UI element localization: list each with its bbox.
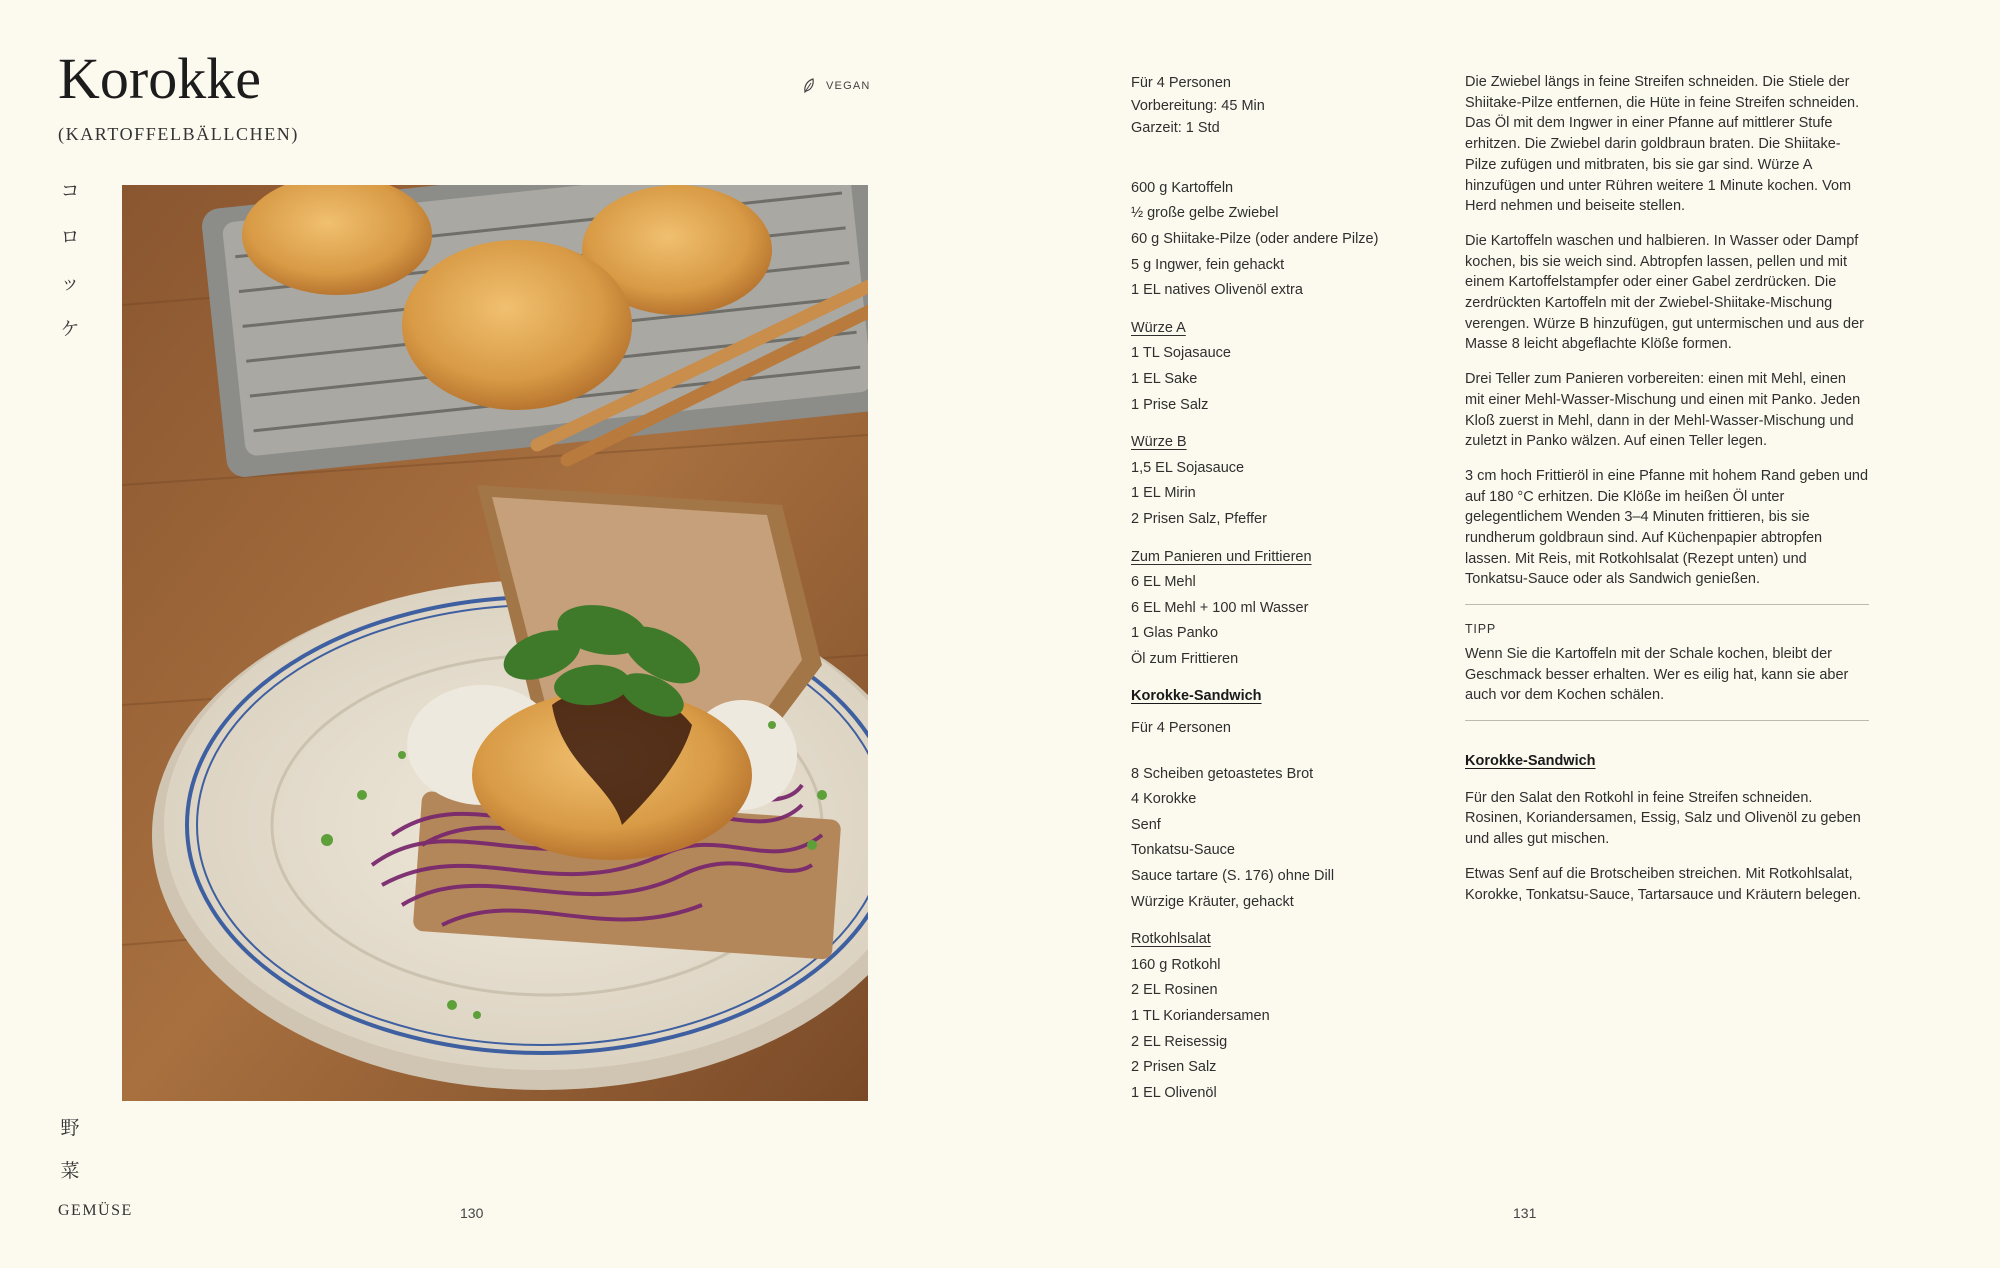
sandwich-step: Etwas Senf auf die Brotscheiben streichen. Mit Rotkohlsalat, Korokke, Tonkatsu-Sauce, Tartarsauce und Kräutern belegen. (1465, 865, 1862, 903)
kana-char: コ (60, 180, 80, 202)
sandwich-servings: Für 4 Personen (1131, 720, 1231, 737)
recipe-photo (122, 185, 868, 1101)
ingredient-item: 1 Prise Salz (1131, 396, 1209, 413)
vegan-label: VEGAN (826, 80, 871, 92)
method-step: 3 cm hoch Frittieröl in eine Pfanne mit hohem Rand geben und auf 180 °C erhitzen. Die Klöße im heißen Öl unter gelegentlichem Wenden 3–4 Minuten frittieren, bis sie rundherum goldbraun sind. Auf Küchenpapier abtropfen lassen. Mit Reis, mit Rotkohlsalat (Rezept unten) und Tonkatsu-Sauce oder als Sandwich genießen. (1465, 467, 1869, 588)
ingredient-item: 2 Prisen Salz (1131, 1059, 1217, 1076)
kanji-vertical (58, 1113, 82, 1183)
ingredient-group-heading: Würze B (1131, 434, 1187, 451)
ingredient-item: 600 g Kartoffeln (1131, 179, 1234, 196)
ingredient-item: Senf (1131, 816, 1161, 833)
ingredient-item: Öl zum Frittieren (1131, 650, 1239, 667)
ingredient-group-heading: Rotkohlsalat (1131, 931, 1211, 948)
ingredient-group-heading: Zum Panieren und Frittieren (1131, 548, 1312, 565)
method-column (1465, 72, 1869, 919)
kana-char: ッ (60, 272, 80, 294)
chapter-label: GEMÜSE (58, 1202, 133, 1219)
ingredient-item: Sauce tartare (S. 176) ohne Dill (1131, 868, 1335, 885)
ingredient-item: 6 EL Mehl (1131, 574, 1196, 591)
prep-time: Vorbereitung: 45 Min (1131, 97, 1265, 114)
ingredient-item: 2 Prisen Salz, Pfeffer (1131, 510, 1267, 527)
ingredient-item: 1,5 EL Sojasauce (1131, 459, 1245, 476)
kanji-char: 菜 (60, 1160, 80, 1182)
sandwich-step: Für den Salat den Rotkohl in feine Streifen schneiden. Rosinen, Koriandersamen, Essig, Salz und Olivenöl zu geben und alles gut mischen. (1465, 789, 1861, 848)
ingredient-item: 160 g Rotkohl (1131, 956, 1221, 973)
ingredient-item: 1 EL Olivenöl (1131, 1084, 1217, 1101)
ingredient-item: 2 EL Reisessig (1131, 1033, 1228, 1050)
method-step: Die Zwiebel längs in feine Streifen schneiden. Die Stiele der Shiitake-Pilze entfernen, die Hüte in feine Streifen schneiden. Das Öl mit dem Ingwer in einer Pfanne auf mittlerer Stufe erhitzen. Die Zwiebel darin goldbraun braten. Die Shiitake-Pilze zufügen und mitbraten, bis sie gar sind. Würze A hinzufügen und unter Rühren weitere 1 Minute kochen. Vom Herd nehmen und beiseite stellen. (1465, 74, 1860, 215)
ingredient-item: 5 g Ingwer, fein gehackt (1131, 256, 1285, 273)
sandwich-ingredients-heading: Korokke-Sandwich (1131, 688, 1262, 705)
recipe-subtitle: (KARTOFFELBÄLLCHEN) (58, 124, 299, 144)
ingredient-item: 1 TL Sojasauce (1131, 345, 1231, 362)
ingredient-item: 1 TL Koriandersamen (1131, 1008, 1270, 1024)
method-step: Drei Teller zum Panieren vorbereiten: einen mit Mehl, einen mit einer Mehl-Wasser-Mischung und einen mit Panko. Jeden Kloß zuerst in Mehl, dann in der Mehl-Wasser-Mischung und zuletzt in Panko wälzen. Auf einen Teller legen. (1465, 371, 1861, 450)
tip-text: Wenn Sie die Kartoffeln mit der Schale kochen, bleibt der Geschmack besser erhalten. Wer es eilig hat, kann sie aber auch vor dem Kochen schälen. (1465, 645, 1849, 704)
kana-char: ケ (60, 318, 80, 340)
page-number-left: 130 (460, 1205, 484, 1221)
cook-time: Garzeit: 1 Std (1131, 120, 1220, 137)
kana-char: ロ (60, 226, 80, 248)
method-step: Die Kartoffeln waschen und halbieren. In Wasser oder Dampf kochen, bis sie weich sind. Abtropfen lassen, pellen und mit einem Kartoffelstampfer oder einer Gabel zerdrücken. Die zerdrückten Kartoffeln mit der Zwiebel-Shiitake-Mischung verengen. Würze B hinzufügen, gut untermischen und aus der Masse 8 leicht abgeflachte Klöße formen. (1465, 232, 1864, 353)
ingredient-group-heading: Würze A (1131, 319, 1186, 336)
vegan-tag (802, 78, 871, 94)
kanji-char: 野 (60, 1117, 80, 1139)
leaf-icon (802, 78, 816, 94)
ingredient-item: 2 EL Rosinen (1131, 982, 1218, 999)
recipe-title: Korokke (58, 46, 261, 111)
ingredient-item: Tonkatsu-Sauce (1131, 842, 1235, 859)
ingredient-item: 8 Scheiben getoastetes Brot (1131, 765, 1314, 782)
korokke-sandwich-illustration (122, 185, 868, 1101)
ingredient-item: 6 EL Mehl + 100 ml Wasser (1131, 599, 1309, 616)
ingredient-item: 1 EL Sake (1131, 370, 1198, 387)
tip-label: TIPP (1465, 622, 1496, 637)
sandwich-method-heading: Korokke-Sandwich (1465, 752, 1596, 769)
ingredient-item: 1 EL natives Olivenöl extra (1131, 282, 1303, 299)
servings: Für 4 Personen (1131, 75, 1231, 91)
ingredient-item: 1 Glas Panko (1131, 625, 1219, 642)
ingredient-item: 60 g Shiitake-Pilze (oder andere Pilze) (1131, 230, 1379, 247)
ingredients-column (1131, 72, 1431, 1104)
ingredient-item: 1 EL Mirin (1131, 485, 1196, 502)
ingredient-item: Würzige Kräuter, gehackt (1131, 893, 1294, 910)
katakana-vertical (58, 176, 82, 341)
divider (1465, 604, 1869, 605)
divider (1465, 720, 1869, 721)
page-number-right: 131 (1513, 1205, 1537, 1221)
ingredient-item: 4 Korokke (1131, 791, 1197, 808)
ingredient-item: ½ große gelbe Zwiebel (1131, 205, 1279, 222)
